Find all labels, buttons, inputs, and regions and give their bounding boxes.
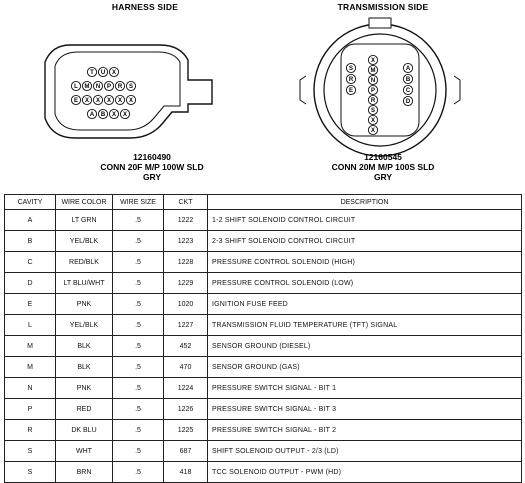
pin-label: N [370,78,376,85]
pin-label: M [370,68,376,75]
pin-label: U [100,70,106,77]
transmission-pin [403,74,412,83]
pin-label: E [348,88,354,95]
cell-wire-size: .5 [113,420,164,441]
transmission-conn-spec: CONN 20M M/P 100S SLD [331,162,435,172]
pin-label: B [100,112,106,119]
cell-ckt: 1229 [164,273,208,294]
cell-description: PRESSURE SWITCH SIGNAL - BIT 2 [208,420,522,441]
transmission-pin [403,96,412,105]
cell-wire-color: RED [56,399,113,420]
pinout-table [4,194,522,483]
harness-pin [115,95,124,104]
cell-description: 2-3 SHIFT SOLENOID CONTROL CIRCUIT [208,231,522,252]
connector-diagram [0,0,525,190]
pin-label: M [84,84,90,91]
cell-wire-size: .5 [113,462,164,483]
cell-description: SENSOR GROUND (GAS) [208,357,522,378]
cell-cavity: B [5,231,56,252]
transmission-pin [368,85,377,94]
cell-description: TRANSMISSION FLUID TEMPERATURE (TFT) SIGNAL [208,315,522,336]
pin-label: D [405,99,411,106]
cell-ckt: 1222 [164,210,208,231]
pin-label: X [106,98,112,105]
cell-cavity: D [5,273,56,294]
table-body [5,210,522,483]
header-wire-size: WIRE SIZE [113,195,164,210]
cell-ckt: 1223 [164,231,208,252]
table-row [5,441,522,462]
harness-pin [109,67,118,76]
cell-wire-color: PNK [56,294,113,315]
cell-description: 1-2 SHIFT SOLENOID CONTROL CIRCUIT [208,210,522,231]
cell-wire-color: BLK [56,336,113,357]
pin-label: A [89,112,95,119]
cell-ckt: 452 [164,336,208,357]
harness-part-number: 12160490 [133,152,171,162]
harness-pin [98,109,107,118]
pin-label: E [73,98,79,105]
pin-label: X [128,98,134,105]
cell-wire-size: .5 [113,273,164,294]
cell-wire-color: WHT [56,441,113,462]
cell-wire-color: BLK [56,357,113,378]
pin-label: X [95,98,101,105]
cell-wire-color: RED/BLK [56,252,113,273]
cell-wire-size: .5 [113,294,164,315]
table-row [5,273,522,294]
cell-wire-color: LT GRN [56,210,113,231]
transmission-pin [346,63,355,72]
header-description: DESCRIPTION [208,195,522,210]
pin-label: P [106,84,112,91]
header-cavity: CAVITY [5,195,56,210]
harness-pin [98,67,107,76]
pin-label: X [84,98,90,105]
right-latch [454,76,460,104]
pin-label: A [405,66,411,73]
harness-pin [82,81,91,90]
transmission-pin [368,105,377,114]
harness-pin [71,81,80,90]
pin-label: S [348,66,354,73]
harness-color: GRY [142,172,162,182]
cell-cavity: M [5,357,56,378]
table-row [5,336,522,357]
cell-wire-color: YEL/BLK [56,315,113,336]
header-ckt: CKT [164,195,208,210]
cell-description: PRESSURE CONTROL SOLENOID (LOW) [208,273,522,294]
transmission-pin [403,85,412,94]
cell-cavity: C [5,252,56,273]
cell-wire-size: .5 [113,315,164,336]
table-row [5,252,522,273]
table-row [5,315,522,336]
cell-cavity: R [5,420,56,441]
table-row [5,462,522,483]
cell-wire-color: YEL/BLK [56,231,113,252]
harness-pin-grid [71,67,135,118]
harness-pin [126,81,135,90]
pin-label: R [348,77,354,84]
table-row [5,231,522,252]
pin-label: S [370,108,376,115]
transmission-pin [368,55,377,64]
cell-description: SHIFT SOLENOID OUTPUT - 2/3 (LD) [208,441,522,462]
cell-ckt: 418 [164,462,208,483]
cell-ckt: 687 [164,441,208,462]
cell-wire-size: .5 [113,231,164,252]
cell-description: PRESSURE SWITCH SIGNAL - BIT 1 [208,378,522,399]
table-row [5,357,522,378]
cell-ckt: 1226 [164,399,208,420]
cell-description: PRESSURE SWITCH SIGNAL - BIT 3 [208,399,522,420]
harness-pin [120,109,129,118]
cell-description: TCC SOLENOID OUTPUT - PWM (HD) [208,462,522,483]
cell-wire-color: DK BLU [56,420,113,441]
harness-pin [115,81,124,90]
cell-wire-size: .5 [113,399,164,420]
table-header-row [5,195,522,210]
cell-wire-size: .5 [113,210,164,231]
harness-pin [87,67,96,76]
transmission-pin-grid [346,55,412,134]
harness-pin [104,95,113,104]
cell-wire-color: LT BLU/WHT [56,273,113,294]
transmission-pin [403,63,412,72]
cell-wire-size: .5 [113,336,164,357]
cell-cavity: L [5,315,56,336]
pin-label: C [405,88,411,95]
cell-wire-color: PNK [56,378,113,399]
cell-wire-size: .5 [113,441,164,462]
cell-wire-size: .5 [113,252,164,273]
left-latch [300,76,306,104]
pin-label: L [74,84,78,91]
transmission-pin [368,125,377,134]
transmission-pin [368,75,377,84]
cell-cavity: P [5,399,56,420]
harness-pin [82,95,91,104]
harness-pin [71,95,80,104]
cell-ckt: 1228 [164,252,208,273]
pin-label: T [90,70,94,77]
harness-pin [93,95,102,104]
header-wire-color: WIRE COLOR [56,195,113,210]
pin-label: S [128,84,134,91]
transmission-pin [346,74,355,83]
harness-pin [87,109,96,118]
cell-description: PRESSURE CONTROL SOLENOID (HIGH) [208,252,522,273]
harness-pin [104,81,113,90]
harness-conn-spec: CONN 20F M/P 100W SLD [100,162,204,172]
cell-description: IGNITION FUSE FEED [208,294,522,315]
pin-label: X [111,112,117,119]
transmission-pin [368,65,377,74]
harness-connector-body [45,45,212,138]
cell-wire-size: .5 [113,378,164,399]
pin-label: N [95,84,101,91]
transmission-pin [368,95,377,104]
cell-ckt: 1224 [164,378,208,399]
pin-label: P [370,88,376,95]
cell-ckt: 1225 [164,420,208,441]
transmission-key-tab [369,18,391,28]
cell-cavity: E [5,294,56,315]
harness-pin [126,95,135,104]
table-row [5,399,522,420]
cell-ckt: 1020 [164,294,208,315]
table-row [5,378,522,399]
cell-description: SENSOR GROUND (DIESEL) [208,336,522,357]
transmission-side-title: TRANSMISSION SIDE [337,2,429,12]
pin-label: X [370,118,376,125]
pin-label: X [117,98,123,105]
pin-label: R [117,84,123,91]
pin-label: B [405,77,411,84]
harness-pin [93,81,102,90]
pin-label: X [370,128,376,135]
table-row [5,420,522,441]
cell-ckt: 1227 [164,315,208,336]
cell-cavity: A [5,210,56,231]
pin-label: R [370,98,376,105]
cell-wire-color: BRN [56,462,113,483]
table-row [5,294,522,315]
cell-cavity: S [5,441,56,462]
cell-cavity: N [5,378,56,399]
transmission-pin [368,115,377,124]
harness-pin [109,109,118,118]
transmission-color: GRY [373,172,393,182]
transmission-part-number: 12160545 [364,152,402,162]
pin-label: X [370,58,376,65]
cell-wire-size: .5 [113,357,164,378]
pin-label: X [122,112,128,119]
table-row [5,210,522,231]
cell-cavity: M [5,336,56,357]
cell-cavity: S [5,462,56,483]
transmission-pin [346,85,355,94]
cell-ckt: 470 [164,357,208,378]
pin-label: X [111,70,117,77]
harness-side-title: HARNESS SIDE [111,2,179,12]
harness-connector-inner [55,52,180,130]
